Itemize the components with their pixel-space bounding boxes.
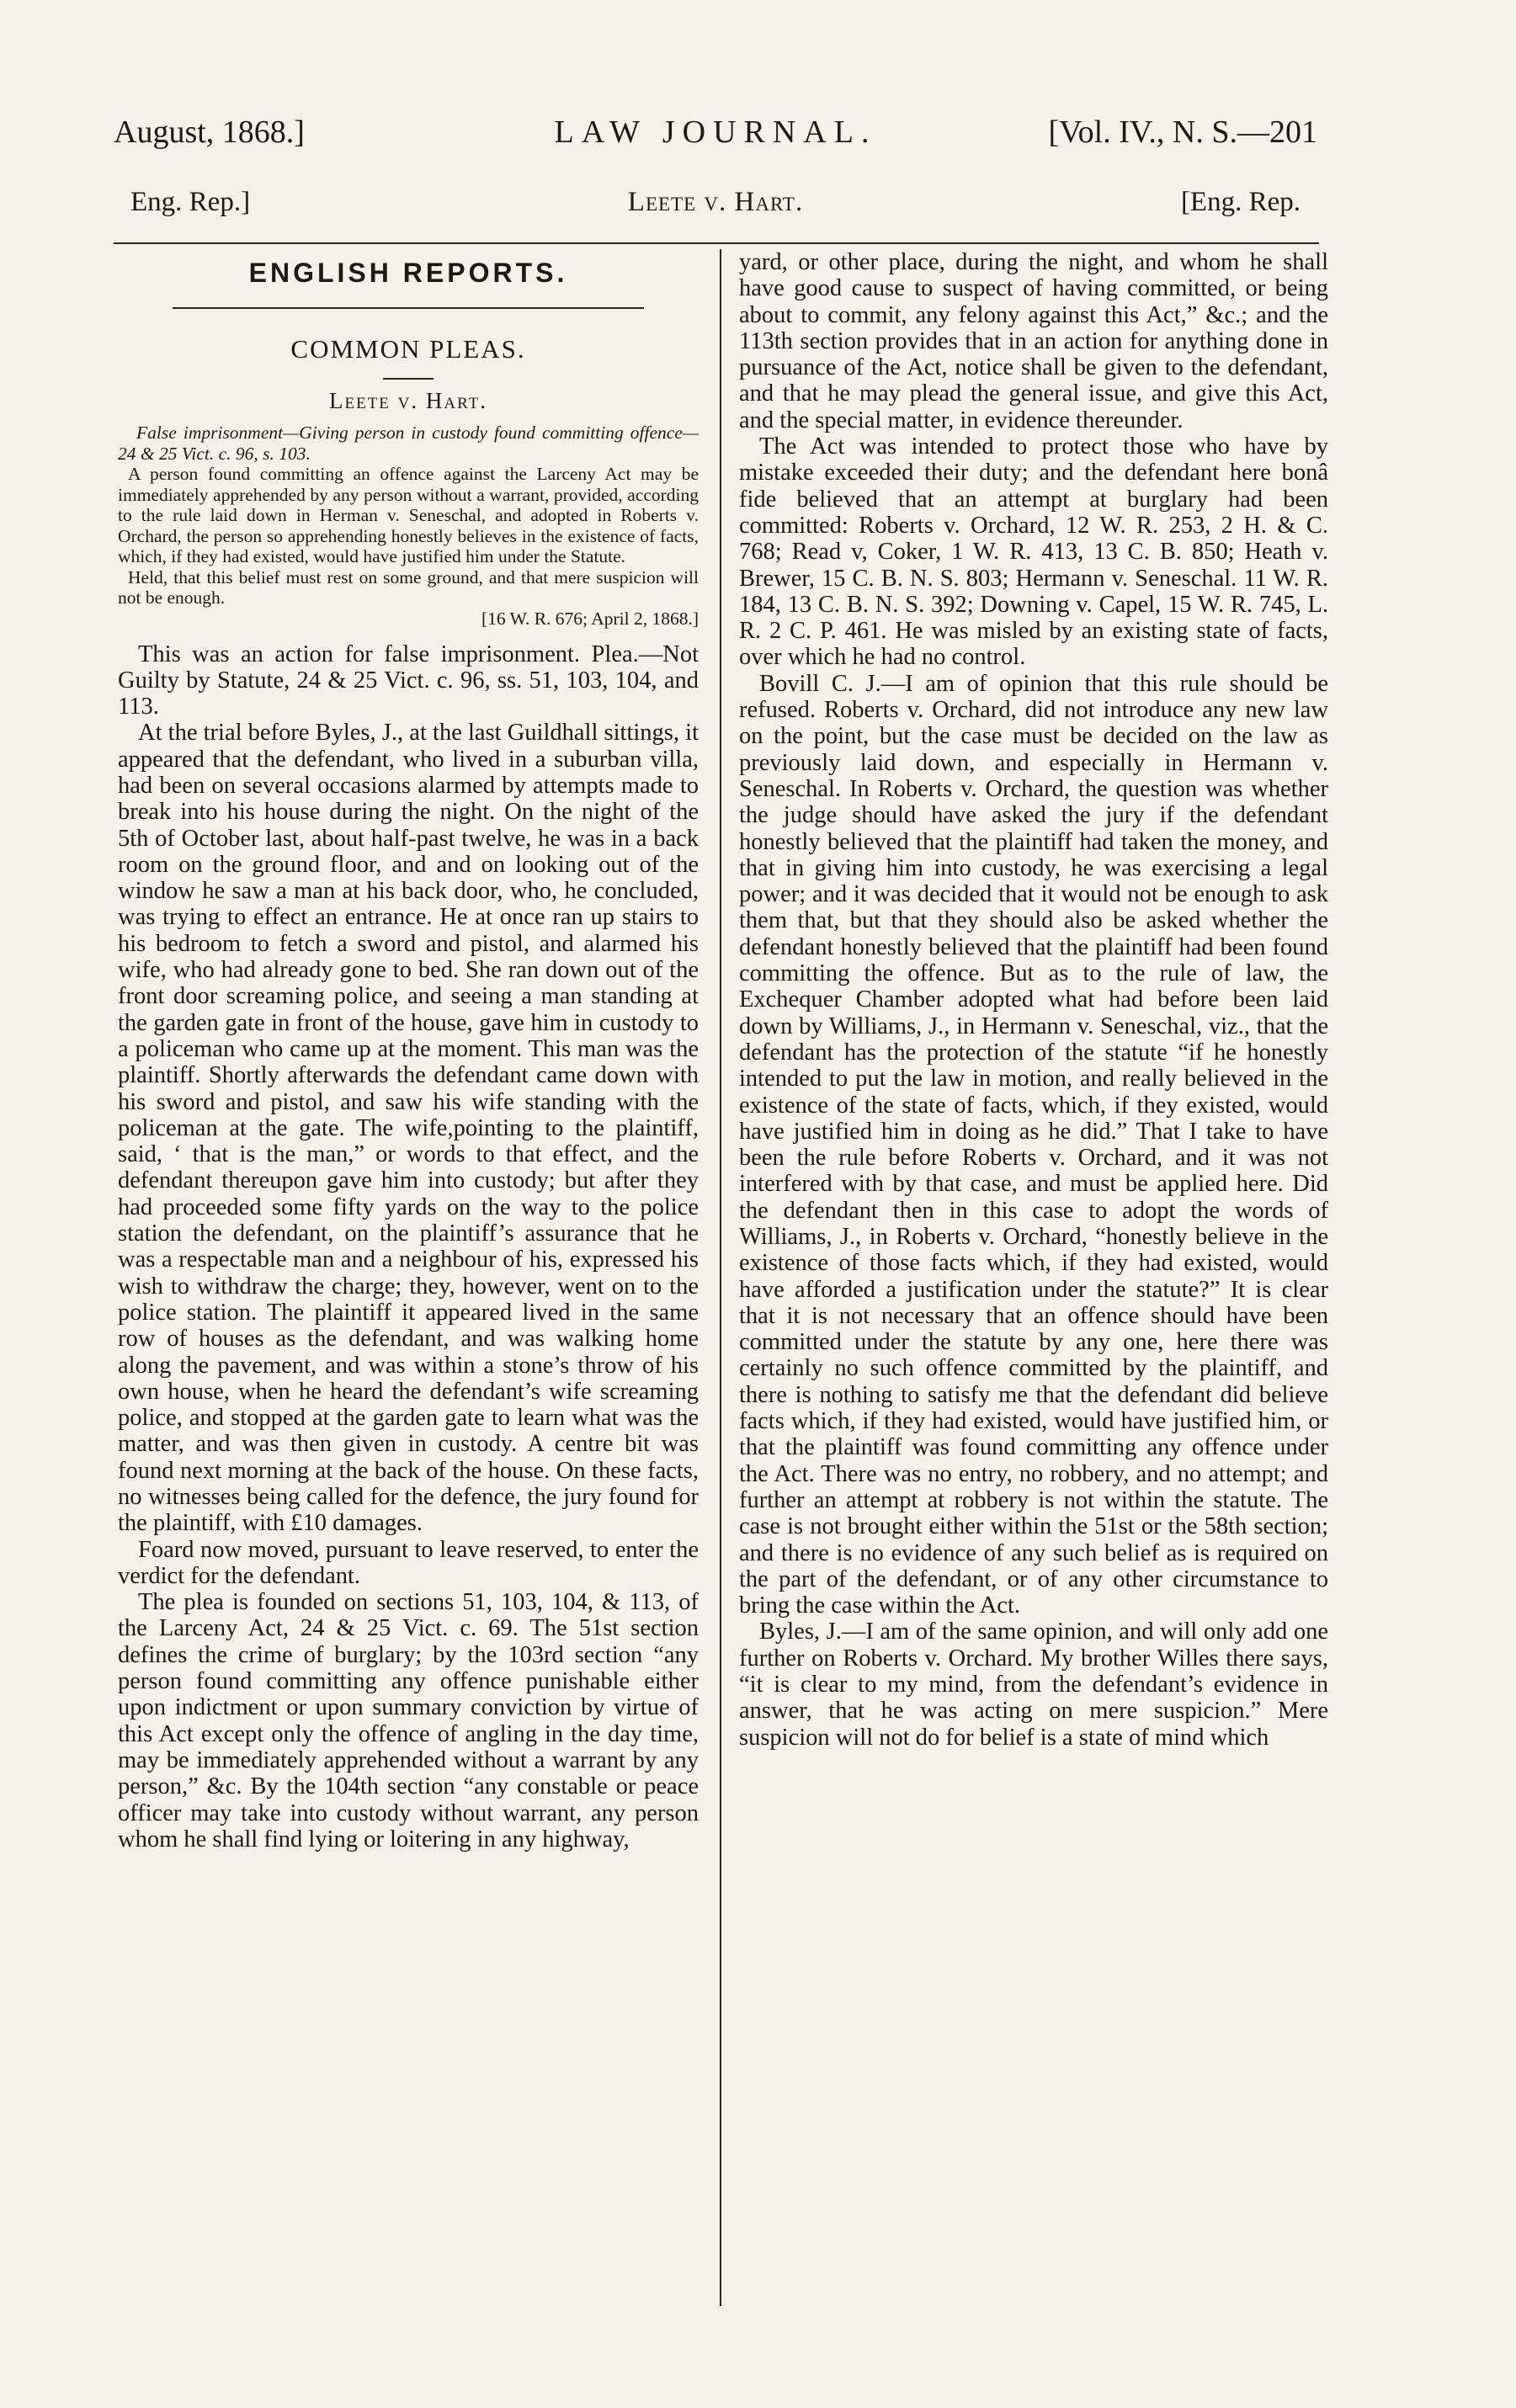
paragraph-statute: The plea is founded on sections 51, 103, 104, & 113, of the Larceny Act, 24 & 25 Vict. c. 69. The 51st section defines the crime of burglary; by the 103rd section “any person found committing any offence punishable either upon indictment or upon summary conviction by virtue of this Act except only the offence of angling in the day time, may be immediately apprehended without a warrant by any person,” &c. By the 104th section “any constable or peace officer may take into custody without warrant, any person whom he shall find lying or loitering in any highway, [118, 1589, 699, 1853]
headnote-held: Held, that this belief must rest on some ground, and that mere suspicion will not be enough. [118, 566, 699, 608]
header-date: August, 1868.] [114, 114, 305, 150]
section-rule [173, 307, 644, 309]
paragraph-facts: At the trial before Byles, J., at the last Guildhall sittings, it appeared that the defendant, who lived in a suburban villa, had been on several occasions alarmed by attempts made to break into his house during the night. On the night of the 5th of October last, about half-past twelve, he was in a back room on the ground floor, and and on looking out of the window he saw a man at his back door, who, he concluded, was trying to effect an entrance. He at once ran up stairs to his bedroom to fetch a sword and pistol, and alarmed his wife, who had already gone to bed. She ran down out of the front door screaming police, and seeing a man standing at the garden gate in front of the house, gave him in custody to a policeman who came up at the moment. This man was the plaintiff. Shortly afterwards the defendant came down with his sword and pistol, and saw his wife standing with the policeman at the gate. The wife,pointing to the plaintiff, said, ‘ that is the man,” or words to that effect, and the defendant thereupon gave him into custody; but after they had proceeded some fifty yards on the way to the police station the defendant, on the plaintiff’s assurance that he was a respectable man and a neighbour of his, expressed his wish to withdraw the charge; they, however, went on to the police station. The plaintiff it appeared lived in the same row of houses as the defendant, and was walking home along the pavement, and was within a stone’s throw of his own house, when he heard the defendant’s wife screaming police, and stopped at the garden gate to learn what was the matter, and was then given in custody. A centre bit was found next morning at the back of the house. On these facts, no witnesses being called for the defence, the jury found for the plaintiff, with £10 damages. [118, 720, 699, 1537]
court-name: COMMON PLEAS. [290, 334, 526, 364]
case-name: Leete v. Hart. [329, 388, 487, 413]
paragraph-argument: The Act was intended to protect those who have by mistake exceeded their duty; and the defendant here bonâ fide believed that an attempt at burglary had been committed: Roberts v. Orchard, 12 W. R. 253, 2 H. & C. 768; Read v, Coker, 1 W. R. 413, 13 C. B. 850; Heath v. Brewer, 15 C. B. N. S. 803; Hermann v. Seneschal. 11 W. R. 184, 13 C. B. N. S. 392; Downing v. Capel, 15 W. R. 745, L. R. 2 C. P. 461. He was misled by an existing state of facts, over which he had no control. [739, 433, 1328, 671]
column-divider [720, 249, 721, 2306]
paragraph-bovill-opinion: Bovill C. J.—I am of opinion that this rule should be refused. Roberts v. Orchard, did not introduce any new law on the point, but the case must be decided on the law as previously laid down, and especially in Hermann v. Seneschal. In Roberts v. Orchard, the question was whether the judge should have asked the jury if the defendant honestly believed that the plaintiff had taken the money, and that in giving him into custody, he was exercising a legal power; and it was decided that it would not be enough to ask them that, but that they should also be asked whether the defendant honestly believed that the plaintiff had been found committing the offence. But as to the rule of law, the Exchequer Chamber adopted what had before been laid down by Williams, J., in Hermann v. Seneschal, viz., that the defendant has the protection of the statute “if he honestly intended to put the law in motion, and really believed in the existence of the state of facts, which, if they existed, would have justified him in doing as he did.” That I take to have been the rule before Roberts v. Orchard, and it was not interfered with by that case, and must be applied here. Did the defendant then in this case to adopt the words of Williams, J., in Roberts v. Orchard, “honestly believe in the existence of those facts which, if they had existed, would have afforded a justification under the statute?” It is clear that it is not necessary that an offence should have been committed under the statute by any one, here there was certainly no such offence committed by the plaintiff, and there is nothing to satisfy me that the defendant did believe facts which, if they had existed, would have justified him, or that the plaintiff was found committing any offence under the Act. There was no entry, no robbery, and no attempt; and further an attempt at robbery is not within the statute. The case is not brought either within the 51st or the 58th section; and there is no evidence of any such belief as is required on the part of the defendant, or of any other circumstance to bring the case within the Act. [739, 670, 1328, 1619]
subheader-right: [Eng. Rep. [1180, 187, 1301, 217]
report-citation: [16 W. R. 676; April 2, 1868.] [481, 608, 699, 629]
subheader-left: Eng. Rep.] [130, 187, 251, 217]
right-column [739, 249, 1328, 1751]
headnote-rule: A person found committing an offence against the Larceny Act may be immediately apprehended by any person without a warrant, provided, according to the rule laid down in Herman v. Seneschal, and adopted in Roberts v. Orchard, the person so apprehending honestly believes in the existence of facts, which, if they had existed, would have justified him under the Statute. [118, 464, 699, 566]
case-header [130, 187, 1301, 229]
header-volume: [Vol. IV., N. S.—201 [1048, 114, 1317, 150]
court-rule [383, 378, 434, 380]
paragraph-statute-cont: yard, or other place, during the night, and whom he shall have good cause to suspect of having committed, or being about to commit, any felony against this Act,” &c.; and the 113th section provides that in an action for anything done in pursuance of the Act, notice shall be given to the defendant, and that he may plead the general issue, and give this Act, and the special matter, in evidence thereunder. [739, 249, 1328, 433]
headnote-topic: False imprisonment—Giving person in custody found committing offence—24 & 25 Vict. c. 96, s. 103. [118, 423, 699, 464]
subheader-case: Leete v. Hart. [627, 187, 804, 217]
section-title: ENGLISH REPORTS. [248, 258, 568, 288]
running-header [114, 114, 1317, 164]
left-column [118, 252, 699, 1853]
paragraph-byles-opinion: Byles, J.—I am of the same opinion, and will only add one further on Roberts v. Orchard. My brother Willes there says, “it is clear to my mind, from the defendant’s evidence in answer, that he was acting on mere suspicion.” Mere suspicion will not do for belief is a state of mind which [739, 1619, 1328, 1751]
header-rule [114, 242, 1319, 244]
paragraph-motion: Foard now moved, pursuant to leave reserved, to enter the verdict for the defendant. [118, 1536, 699, 1589]
paragraph-plea: This was an action for false imprisonment. Plea.—Not Guilty by Statute, 24 & 25 Vict. c. 96, ss. 51, 103, 104, and 113. [118, 641, 699, 720]
header-journal-title: LAW JOURNAL. [554, 114, 877, 150]
